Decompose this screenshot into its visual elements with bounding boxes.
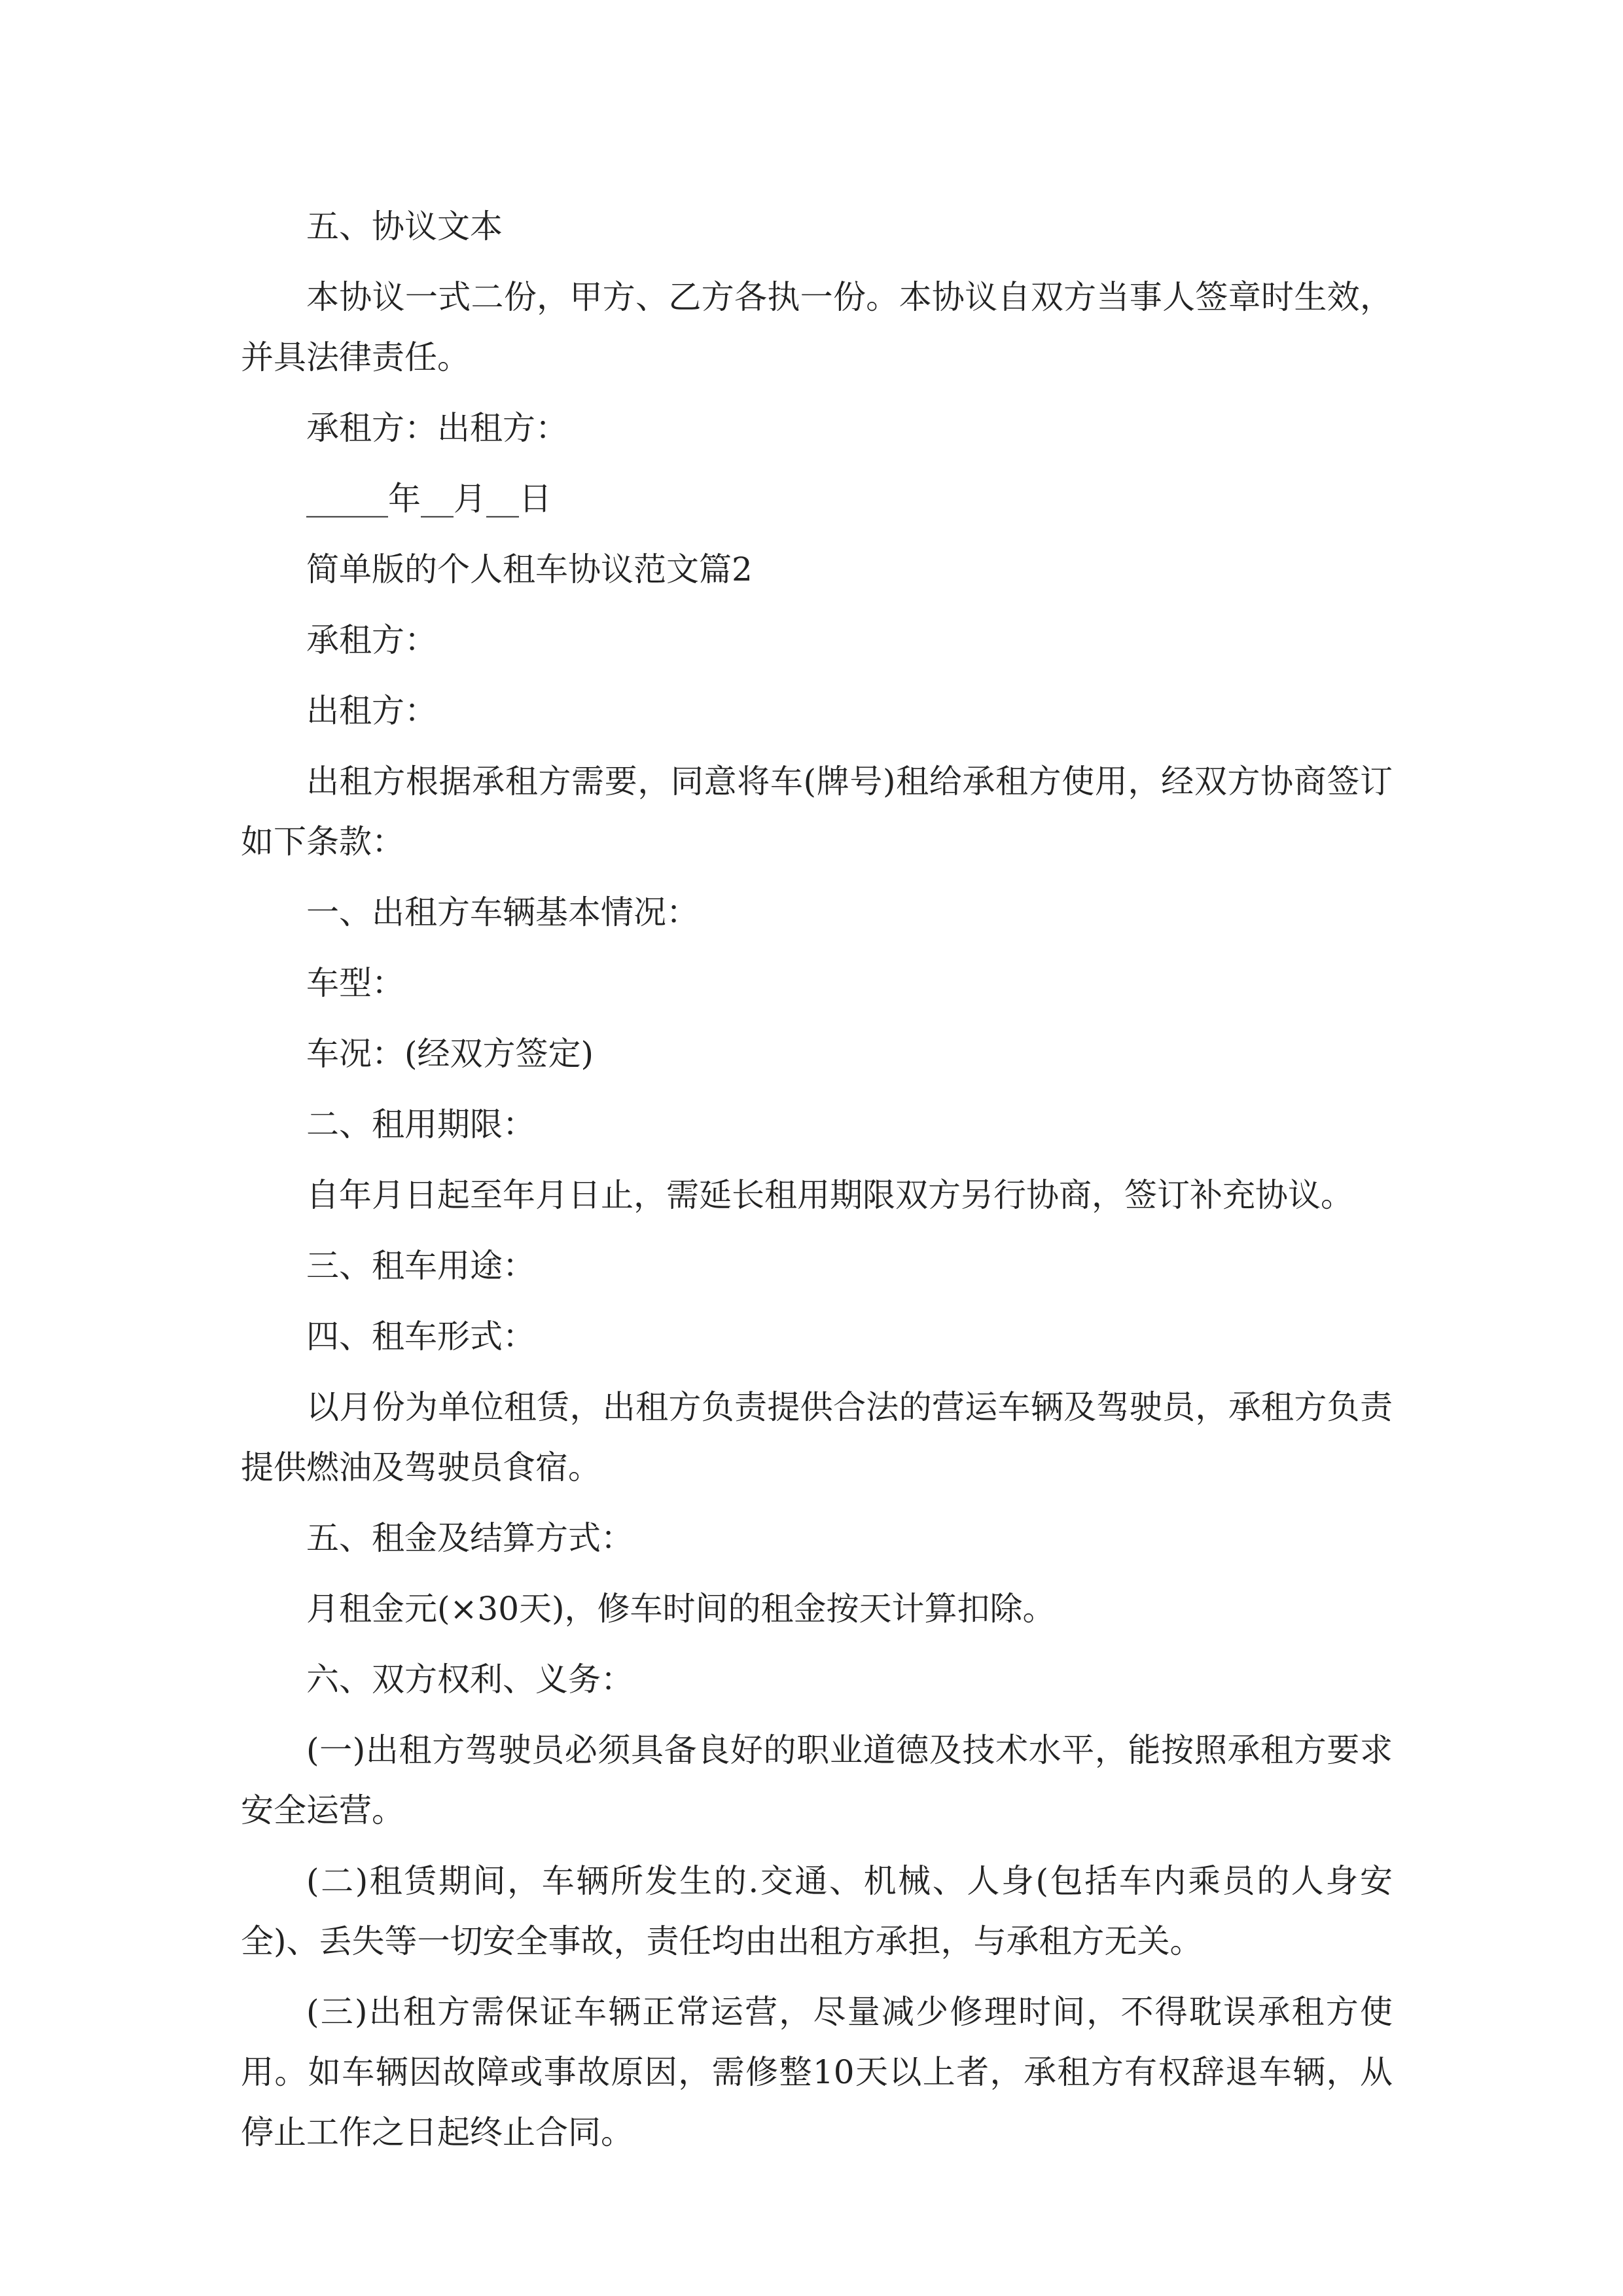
date-line: _____年__月__日 <box>306 480 552 518</box>
section-heading: 五、租金及结算方式： <box>306 1519 633 1557</box>
section-heading: 二、租用期限： <box>306 1105 535 1143</box>
paragraph: (二)租赁期间，车辆所发生的.交通、机械、人身(包括车内乘员的人身安全)、丢失等一切安全事故，责任均由出租方承担，与承租方无关。 <box>241 1862 1393 1960</box>
signature-line: 承租方：出租方： <box>306 409 568 447</box>
paragraph: 自年月日起至年月日止，需延长租用期限双方另行协商，签订补充协议。 <box>306 1176 1353 1214</box>
paragraph: 月租金元(×30天)，修车时间的租金按天计算扣除。 <box>306 1590 1056 1628</box>
section-heading: 六、双方权利、义务： <box>306 1660 633 1698</box>
document-body <box>241 196 1393 2173</box>
document-subtitle: 简单版的个人租车协议范文篇2 <box>306 550 753 588</box>
section-heading: 三、租车用途： <box>306 1247 535 1285</box>
lessee-line: 承租方： <box>306 621 437 659</box>
section-heading: 一、出租方车辆基本情况： <box>306 893 699 931</box>
paragraph: 出租方根据承租方需要，同意将车(牌号)租给承租方使用，经双方协商签订如下条款： <box>241 762 1393 861</box>
section-heading: 五、协议文本 <box>306 207 503 245</box>
section-heading: 四、租车形式： <box>306 1318 535 1355</box>
paragraph: 车况：(经双方签定) <box>306 1035 594 1073</box>
lessor-line: 出租方： <box>306 692 437 730</box>
paragraph: 以月份为单位租赁，出租方负责提供合法的营运车辆及驾驶员，承租方负责提供燃油及驾驶员食宿。 <box>241 1388 1393 1486</box>
paragraph: (三)出租方需保证车辆正常运营，尽量减少修理时间，不得耽误承租方使用。如车辆因故障或事故原因，需修整10天以上者，承租方有权辞退车辆，从停止工作之日起终止合同。 <box>241 1993 1393 2151</box>
paragraph: (一)出租方驾驶员必须具备良好的职业道德及技术水平，能按照承租方要求安全运营。 <box>241 1731 1393 1829</box>
paragraph: 车型： <box>306 964 404 1002</box>
paragraph: 本协议一式二份，甲方、乙方各执一份。本协议自双方当事人签章时生效，并具法律责任。 <box>241 278 1393 376</box>
